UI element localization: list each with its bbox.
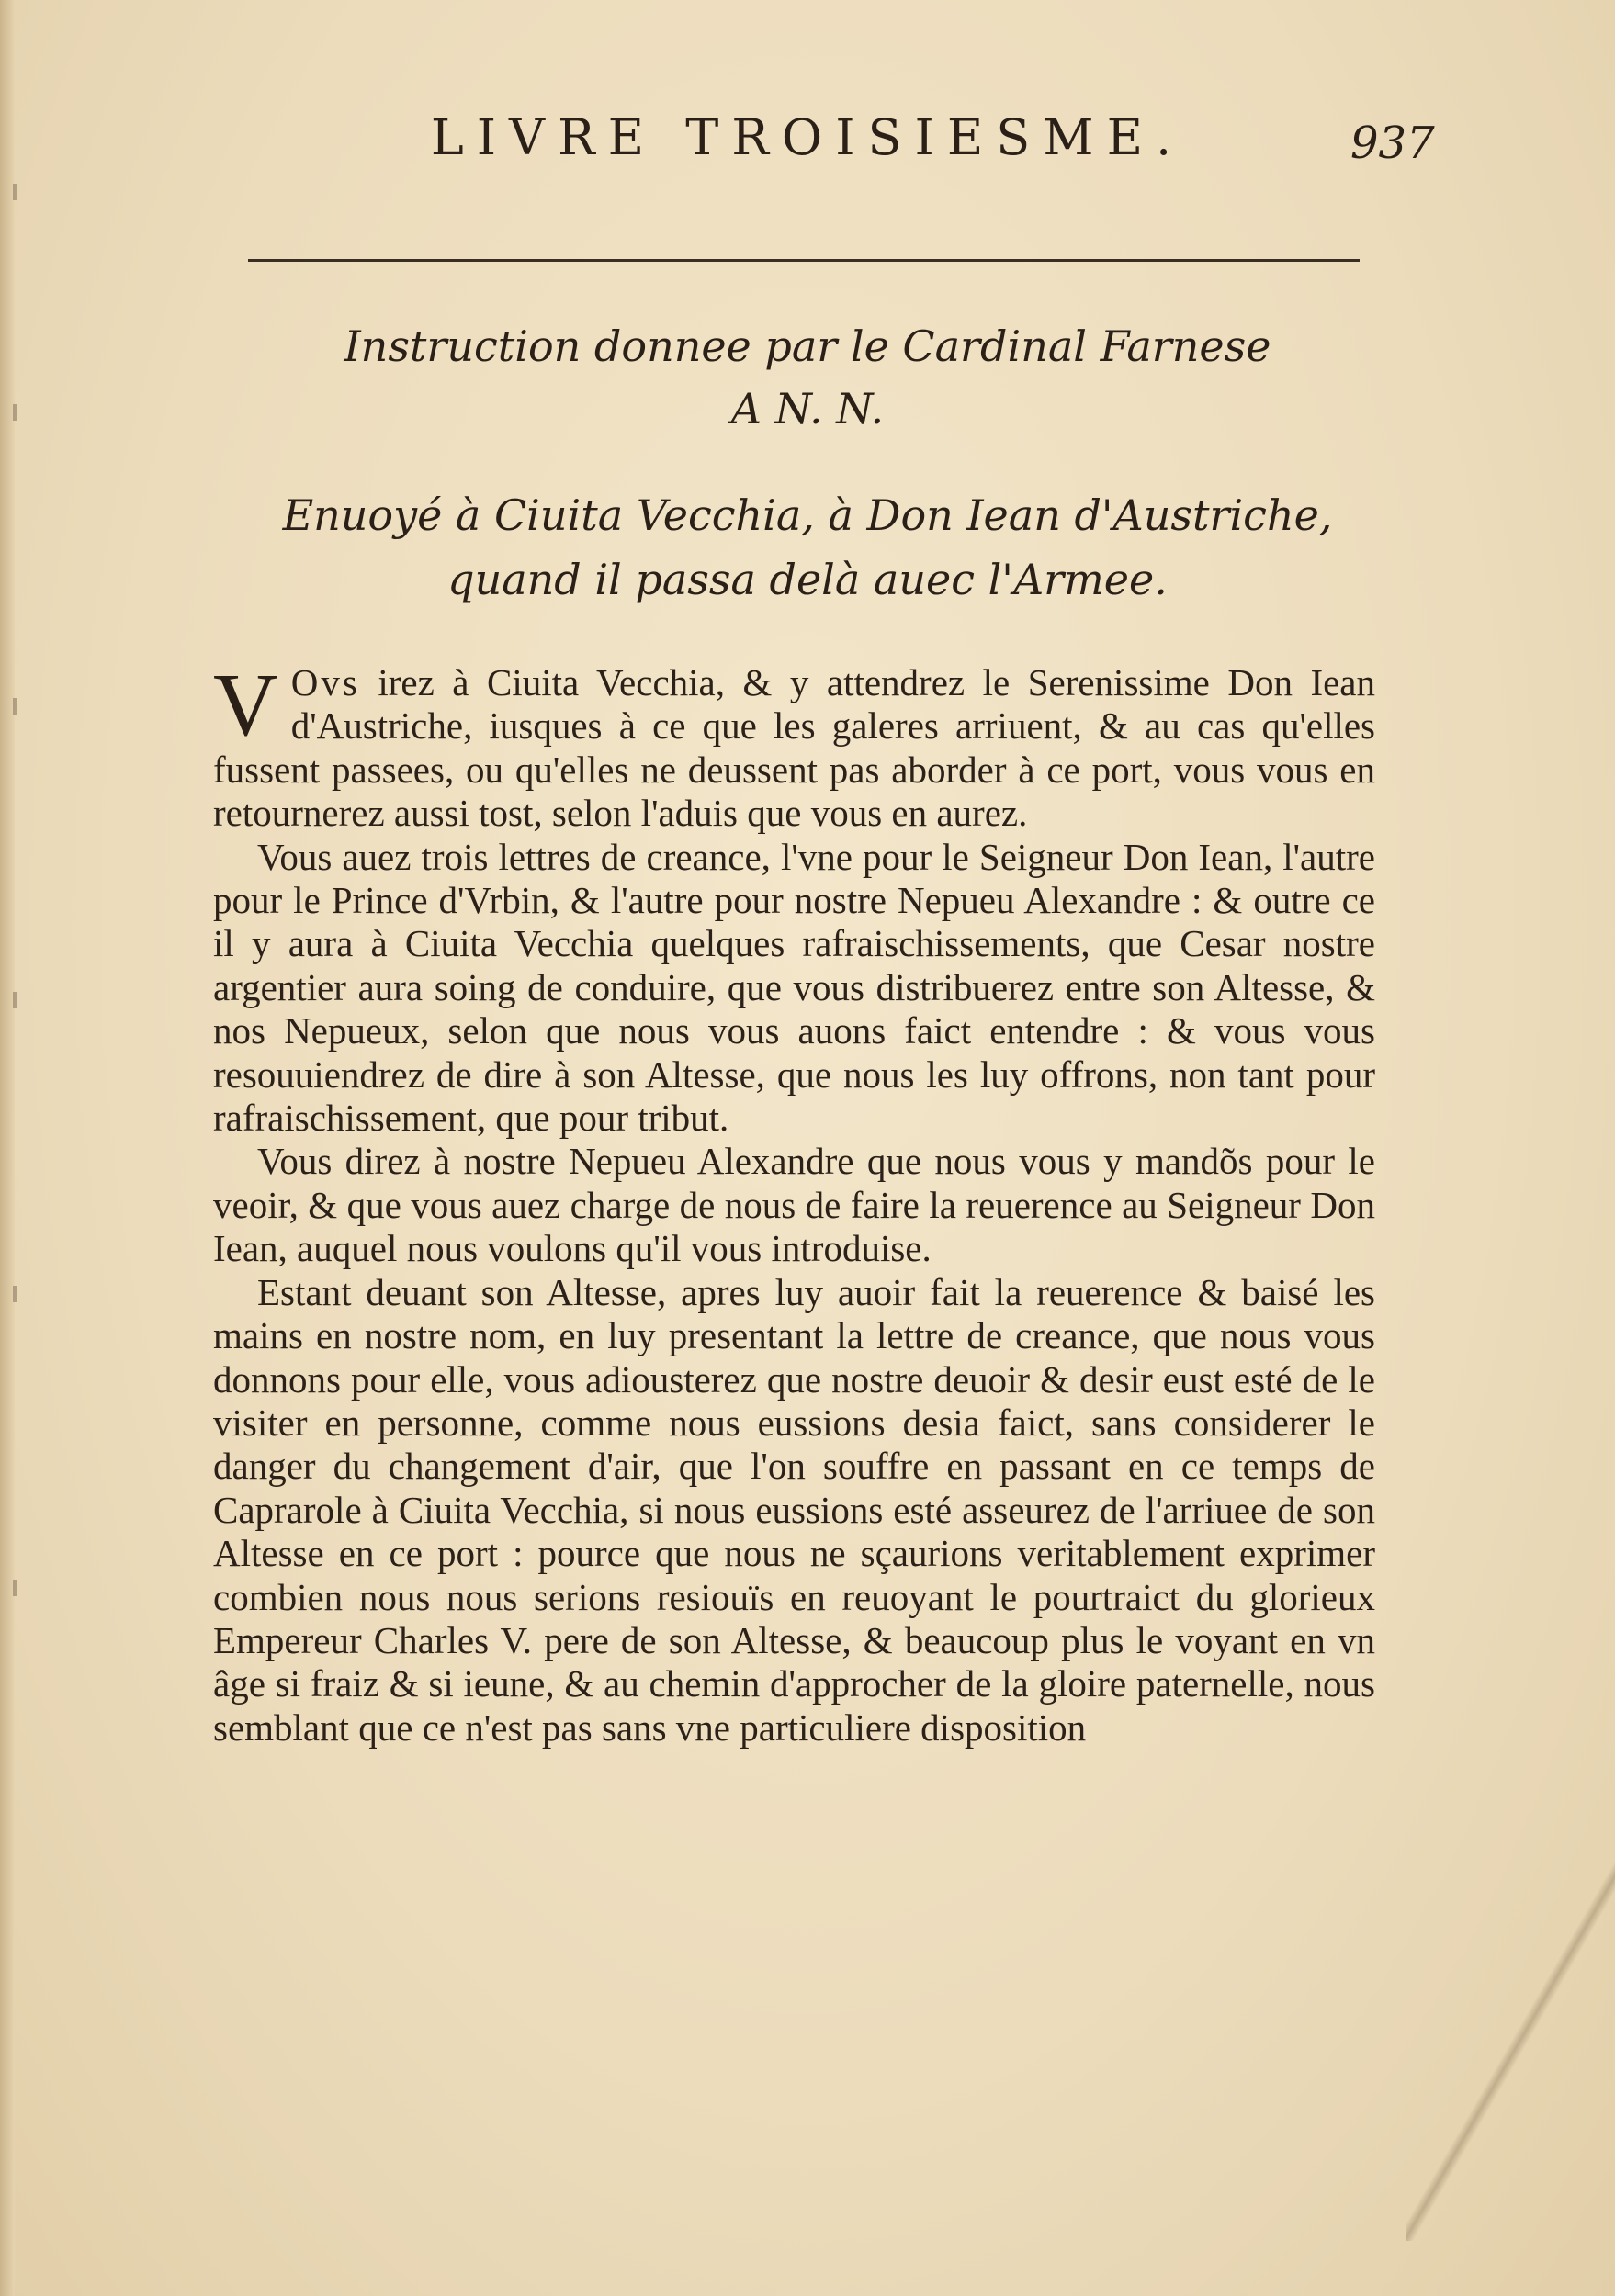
paragraph-2: Vous auez trois lettres de creance, l'vne pour le Seigneur Don Iean, l'autre pour le Prince d'Vrbin, & l'autre pour nostre Nepueu Alexandre : & outre ce il y aura à Ciuita Vecchia quelques rafraischissements, que Cesar nostre argentier aura soing de conduire, que vous distribuerez entre son Altesse, & nos Nepueux, selon que nous vous auons faict entendre : & vous vous resouuiendrez de dire à son Altesse, que nous les luy offrons, non tant pour rafraischissement, que pour tribut. xyxy=(213,835,1375,1140)
margin-mark xyxy=(13,1286,17,1302)
margin-mark xyxy=(13,992,17,1008)
section-title-line-1: Instruction donnee par le Cardinal Farnese xyxy=(344,321,1271,371)
section-subtitle-line-2: quand il passa delà auec l'Armee. xyxy=(447,555,1168,604)
paragraph-1 xyxy=(213,656,1375,836)
paragraph-3: Vous direz à nostre Nepueu Alexandre que nous vous y mandõs pour le veoir, & que vous auez charge de nous de faire la reuerence au Seigneur Don Iean, auquel nous voulons qu'il vous introduise. xyxy=(213,1140,1375,1270)
body-text xyxy=(213,656,1375,1750)
paragraph-1-text: irez à Ciuita Vecchia, & y attendrez le Serenissime Don Iean d'Austriche, iusques à ce que les galeres arriuent, & au cas qu'elles fussent passees, ou qu'elles ne deussent pas aborder à ce port, vous vous en retournerez aussi tost, selon l'aduis que vous en aurez. xyxy=(213,661,1375,835)
section-subtitle-line-1: Enuoyé à Ciuita Vecchia, à Don Iean d'Austriche, xyxy=(282,490,1333,540)
paragraph-4: Estant deuant son Altesse, apres luy auoir fait la reuerence & baisé les mains en nostre nom, en luy presentant la lettre de creance, que nous vous donnons pour elle, vous adiousterez que nostre deuoir & desir eust esté de le visiter en personne, comme nous eussions desia faict, sans considerer le danger du changement d'air, que l'on souffre en passant en ce temps de Caprarole à Ciuita Vecchia, si nous eussions esté asseurez de l'arriuee de son Altesse en ce port : pource que nous ne sçaurions veritablement exprimer combien nous nous serions resiouïs en reuoyant le pourtraict du glorieux Empereur Charles V. pere de son Altesse, & beaucoup plus le voyant en vn âge si fraiz & si ieune, & au chemin d'approcher de la gloire paternelle, nous semblant que ce n'est pas sans vne particuliere disposition xyxy=(213,1270,1375,1749)
margin-mark xyxy=(13,184,17,200)
section-title-line-2: A N. N. xyxy=(730,384,885,433)
header-rule xyxy=(248,259,1360,262)
margin-mark xyxy=(13,1580,17,1596)
paper-crease xyxy=(1406,1855,1615,2241)
page-number: 937 xyxy=(1350,118,1435,169)
margin-mark xyxy=(13,698,17,715)
first-word: Ovs xyxy=(290,661,360,703)
drop-cap: V xyxy=(213,656,278,755)
running-title: LIVRE TROISIESME. xyxy=(430,108,1185,166)
margin-mark xyxy=(13,404,17,421)
